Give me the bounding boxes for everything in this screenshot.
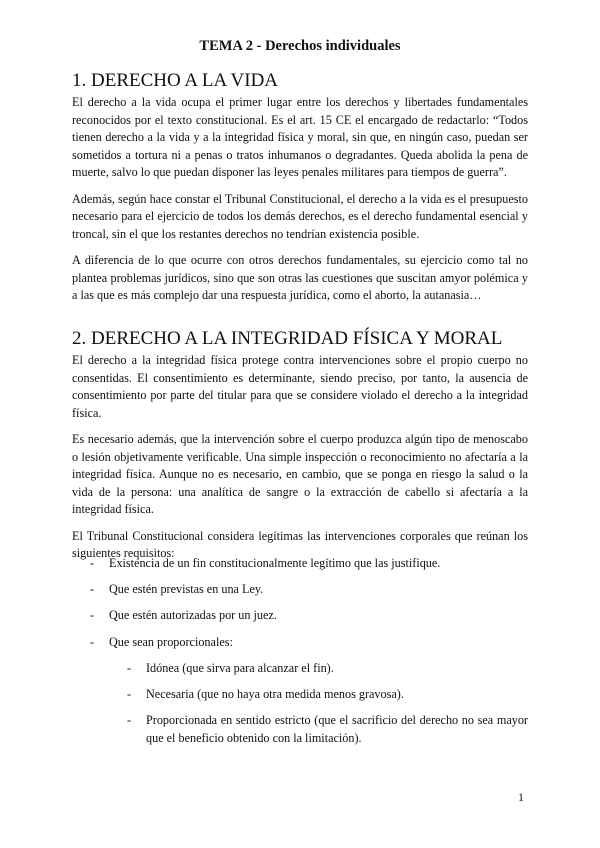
paragraph: El derecho a la vida ocupa el primer lugar entre los derechos y libertades fundamentales reconocidos por el texto constitucional. Es el art. 15 CE el encargado de redactarlo: “Todos tienen derecho a la vida y a la integridad física y moral, sin que, en ningún caso, puedan ser sometidos a tortura ni a penas o tratos inhumanos o degradantes. Queda abolida la pena de muerte, salvo lo que puedan disponer las leyes penales militares para tiempos de guerra”.	[72, 95, 528, 179]
list-item-text: Existencia de un fin constitucionalmente legítimo que las justifique.	[109, 556, 441, 570]
list-item-text: Proporcionada en sentido estricto (que el sacrificio del derecho no sea mayor que el beneficio obtenido con la limitación).	[146, 713, 528, 745]
section-heading: 2. DERECHO A LA INTEGRIDAD FÍSICA Y MORAL	[72, 328, 503, 349]
paragraph: A diferencia de lo que ocurre con otros derechos fundamentales, su ejercicio como tal no plantea problemas jurídicos, sino que son otras las cuestiones que suscitan amyor polémica y a las que es más complejo dar una respuesta jurídica, como el aborto, la autanasia…	[72, 253, 528, 302]
paragraph: Es necesario además, que la intervención sobre el cuerpo produzca algún tipo de menoscabo o lesión objetivamente verificable. Una simple inspección o reconocimiento no afectaría a la integridad física. Aunque no es necesario, en cambio, que se ponga en riesgo la salud o la vida de la persona: una analítica de sangre o la extracción de cabello si afectaría a la integridad física.	[72, 432, 528, 516]
list-bullet: -	[127, 713, 132, 727]
list-bullet: -	[127, 687, 132, 701]
paragraph: El Tribunal Constitucional considera legítimas las intervenciones corporales que reúnan los siguientes requisitos:	[72, 528, 528, 560]
list-item-text: Que sean proporcionales:	[109, 635, 233, 649]
document-title: TEMA 2 - Derechos individuales	[199, 38, 401, 54]
list-item-text: Idónea (que sirva para alcanzar el fin).	[146, 661, 334, 675]
list-bullet: -	[127, 661, 132, 675]
list-bullet: -	[90, 635, 95, 649]
list-bullet: -	[90, 608, 95, 622]
section-derecho-vida	[72, 70, 528, 305]
list-item-text: Que estén previstas en una Ley.	[109, 582, 264, 596]
paragraph: El derecho a la integridad física protege contra intervenciones sobre el propio cuerpo no consentidas. El consentimiento es determinante, siendo preciso, por tanto, la ausencia de consentimiento por parte del titular para que se considere violado el derecho a la integridad física.	[72, 353, 528, 420]
list-bullet: -	[90, 556, 95, 570]
list-item-text: Necesaria (que no haya otra medida menos gravosa).	[146, 687, 404, 701]
section-heading: 1. DERECHO A LA VIDA	[72, 70, 279, 91]
list-item-text: Que estén autorizadas por un juez.	[109, 608, 277, 622]
section-integridad	[72, 328, 528, 563]
paragraph: Además, según hace constar el Tribunal Constitucional, el derecho a la vida es el presupuesto necesario para el ejercicio de todos los demás derechos, es el derecho fundamental esencial y troncal, sin el que los restantes derechos no tendrían existencia posible.	[72, 191, 528, 241]
list-bullet: -	[90, 582, 95, 596]
page-number: 1	[518, 790, 524, 804]
